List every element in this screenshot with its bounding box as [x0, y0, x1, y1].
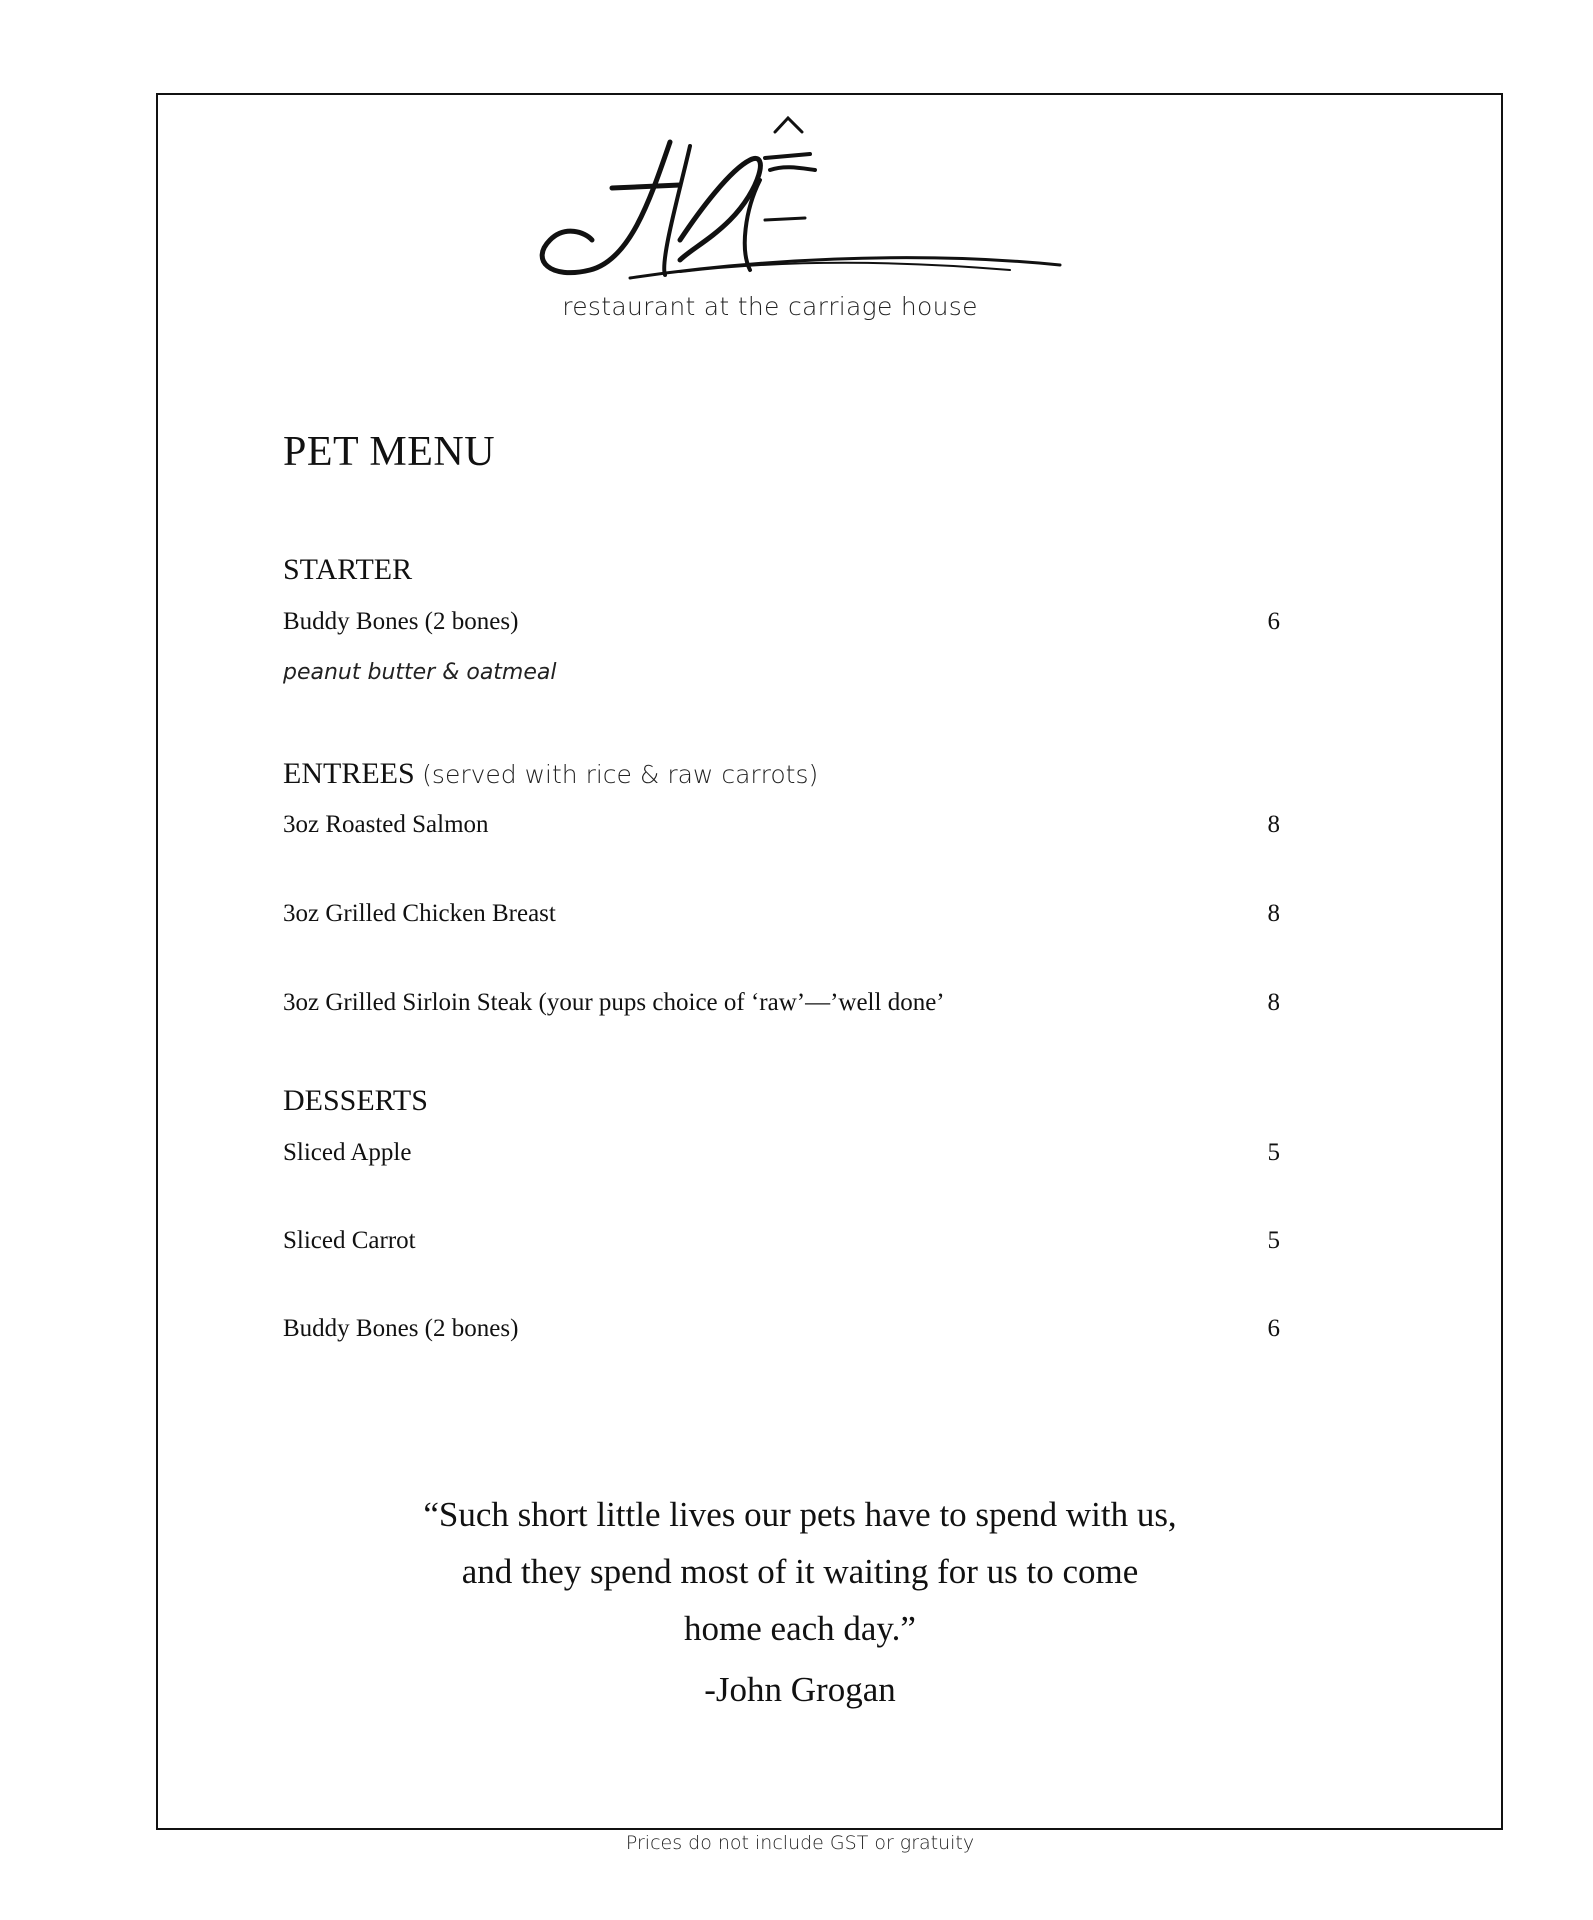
- menu-item-price: 6: [1267, 608, 1280, 635]
- menu-item-name: Buddy Bones (2 bones): [283, 608, 519, 635]
- menu-item-name: 3oz Grilled Sirloin Steak (your pups choice of ‘raw’—’well done’: [283, 989, 945, 1016]
- section-heading-label: ENTREES: [283, 757, 415, 790]
- quote-author: -John Grogan: [704, 1670, 896, 1709]
- menu-item-name: 3oz Roasted Salmon: [283, 811, 489, 838]
- quote-line: and they spend most of it waiting for us to come: [461, 1552, 1139, 1591]
- menu-item-price: 5: [1267, 1139, 1280, 1166]
- section-heading-entrees: [283, 757, 818, 791]
- menu-item-price: 6: [1267, 1315, 1280, 1342]
- menu-item-description: peanut butter & oatmeal: [283, 660, 557, 685]
- logo-tagline: restaurant at the carriage house: [562, 292, 978, 321]
- section-heading-label: STARTER: [283, 553, 413, 586]
- menu-item-price: 8: [1267, 811, 1280, 838]
- menu-item-price: 5: [1267, 1227, 1280, 1254]
- pet-quote: [300, 1486, 1300, 1657]
- section-heading-starter: [283, 553, 412, 587]
- menu-item-price: 8: [1267, 989, 1280, 1016]
- restaurant-logo: [530, 110, 1070, 335]
- footer-note: Prices do not include GST or gratuity: [625, 1832, 975, 1854]
- section-heading-desserts: [283, 1084, 428, 1118]
- section-heading-note: (served with rice & raw carrots): [422, 760, 819, 789]
- quote-line: “Such short little lives our pets have to spend with us,: [423, 1495, 1177, 1534]
- menu-item-name: Sliced Apple: [283, 1139, 412, 1166]
- menu-item-name: Buddy Bones (2 bones): [283, 1315, 519, 1342]
- logo-signature-icon: [530, 110, 1070, 310]
- section-heading-label: DESSERTS: [283, 1084, 428, 1117]
- quote-line: home each day.”: [684, 1609, 916, 1648]
- menu-item-price: 8: [1267, 900, 1280, 927]
- menu-item-name: 3oz Grilled Chicken Breast: [283, 900, 556, 927]
- page-title: PET MENU: [283, 429, 496, 475]
- menu-item-name: Sliced Carrot: [283, 1227, 416, 1254]
